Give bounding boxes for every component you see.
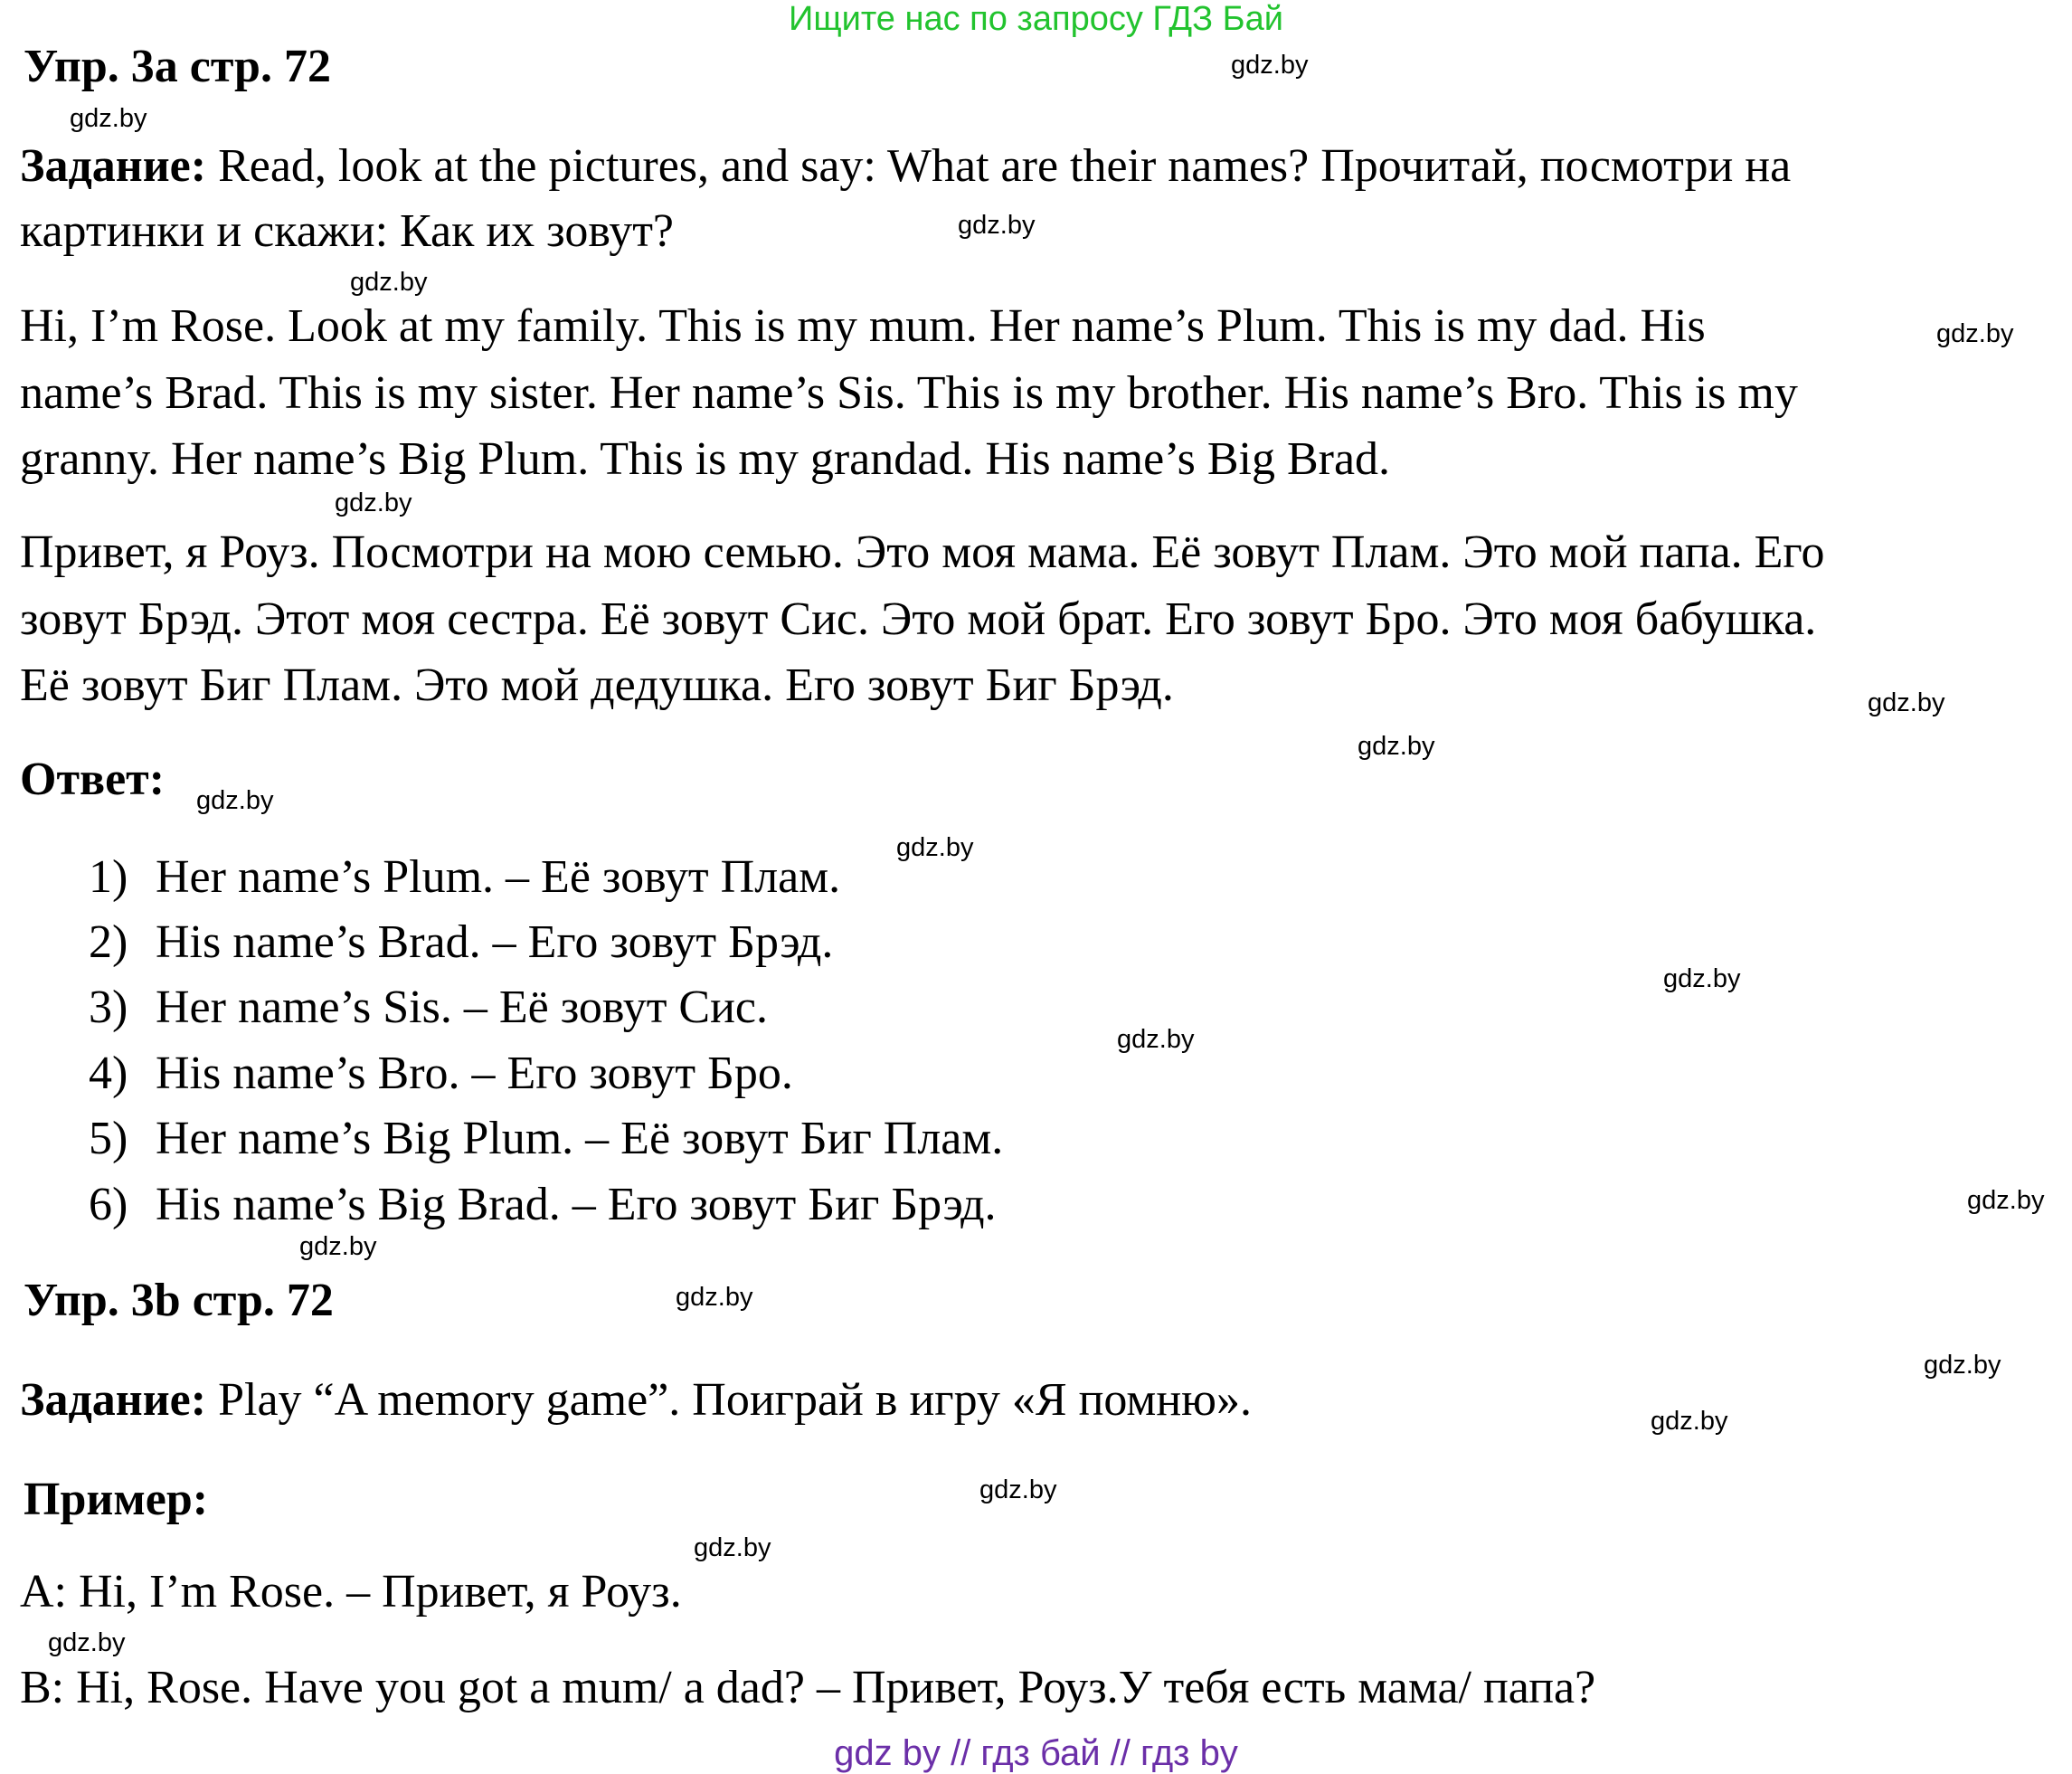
watermark: gdz.by bbox=[896, 833, 974, 862]
russian-text-line-1: Привет, я Роуз. Посмотри на мою семью. Это моя мама. Её зовут Плам. Это мой папа. Его bbox=[20, 527, 1825, 578]
dialogue-line-b: B: Hi, Rose. Have you got a mum/ a dad? – Привет, Роуз.У тебя есть мама/ папа? bbox=[20, 1662, 1596, 1713]
watermark: gdz.by bbox=[1967, 1186, 2045, 1215]
watermark: gdz.by bbox=[1868, 688, 1945, 717]
watermark: gdz.by bbox=[350, 268, 428, 297]
exercise-3a-heading: Упр. 3а стр. 72 bbox=[24, 41, 331, 92]
dialogue-line-a: A: Hi, I’m Rose. – Привет, я Роуз. bbox=[20, 1566, 682, 1617]
watermark: gdz.by bbox=[1924, 1351, 2001, 1380]
task-text: Read, look at the pictures, and say: What are their names? Прочитай, посмотри на bbox=[206, 140, 1792, 192]
answer-label: Ответ: bbox=[20, 754, 166, 805]
watermark: gdz.by bbox=[196, 786, 274, 815]
watermark: gdz.by bbox=[1663, 964, 1741, 993]
task-label: Задание: bbox=[20, 140, 207, 192]
answer-item: 2) His name’s Brad. – Его зовут Брэд. bbox=[89, 916, 834, 968]
watermark: gdz.by bbox=[694, 1533, 771, 1562]
russian-text-line-3: Её зовут Биг Плам. Это мой дедушка. Его зовут Биг Брэд. bbox=[20, 659, 1174, 711]
watermark: gdz.by bbox=[1117, 1025, 1195, 1054]
english-text-line-1: Hi, I’m Rose. Look at my family. This is my mum. Her name’s Plum. This is my dad. His bbox=[20, 300, 1706, 352]
example-label: Пример: bbox=[24, 1474, 209, 1525]
watermark: gdz.by bbox=[958, 211, 1036, 240]
search-banner: Ищите нас по запросу ГДЗ Бай bbox=[789, 0, 1283, 38]
answer-item: 1) Her name’s Plum. – Её зовут Плам. bbox=[89, 851, 841, 903]
watermark: gdz.by bbox=[70, 104, 147, 133]
english-text-line-3: granny. Her name’s Big Plum. This is my grandad. His name’s Big Brad. bbox=[20, 433, 1391, 485]
english-text-line-2: name’s Brad. This is my sister. Her name’s Sis. This is my brother. His name’s Bro. This is my bbox=[20, 367, 1798, 419]
exercise-3b-heading: Упр. 3b стр. 72 bbox=[24, 1275, 334, 1326]
exercise-3a-task-line-1 bbox=[20, 139, 1791, 193]
watermark: gdz.by bbox=[335, 489, 412, 517]
watermark: gdz.by bbox=[299, 1232, 377, 1261]
russian-text-line-2: зовут Брэд. Этот моя сестра. Её зовут Сис. Это мой брат. Его зовут Бро. Это моя бабушка. bbox=[20, 593, 1817, 645]
watermark: gdz.by bbox=[1358, 732, 1435, 761]
exercise-3a-task-line-2: картинки и скажи: Как их зовут? bbox=[20, 205, 674, 257]
answer-item: 5) Her name’s Big Plum. – Её зовут Биг Плам. bbox=[89, 1113, 1004, 1164]
watermark: gdz.by bbox=[979, 1475, 1057, 1504]
answer-item: 3) Her name’s Sis. – Её зовут Сис. bbox=[89, 982, 769, 1033]
watermark: gdz.by bbox=[1651, 1407, 1728, 1436]
task-label: Задание: bbox=[20, 1374, 207, 1426]
watermark: gdz.by bbox=[1936, 319, 2014, 348]
exercise-3b-task-line bbox=[20, 1373, 1252, 1427]
watermark: gdz.by bbox=[676, 1283, 753, 1312]
task-text: Play “A memory game”. Поиграй в игру «Я помню». bbox=[206, 1374, 1253, 1426]
answer-item: 4) His name’s Bro. – Его зовут Бро. bbox=[89, 1048, 793, 1099]
footer-watermark: gdz by // гдз бай // гдз by bbox=[834, 1733, 1238, 1773]
answer-item: 6) His name’s Big Brad. – Его зовут Биг Брэд. bbox=[89, 1179, 997, 1230]
watermark: gdz.by bbox=[48, 1628, 126, 1657]
watermark: gdz.by bbox=[1231, 51, 1309, 80]
